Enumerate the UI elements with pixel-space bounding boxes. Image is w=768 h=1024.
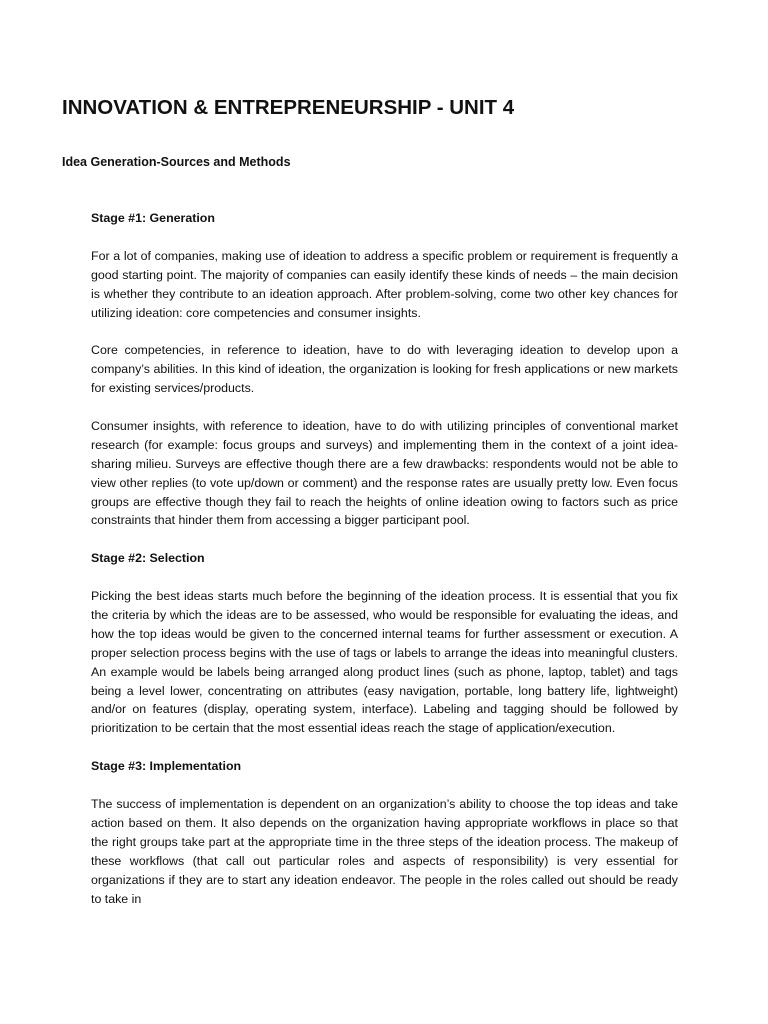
stage-1-heading: Stage #1: Generation [91,211,215,225]
stage-1-paragraph-3: Consumer insights, with reference to ideation, have to do with utilizing principles of conventional market research (for example: focus groups and surveys) and implementing them in the context of a joint idea-sharing milieu. Surveys are effective though there are a few drawbacks: respondents would not be able to view other replies (to vote up/down or comment) and the response rates are usually pretty low. Even focus groups are effective though they fail to reach the heights of online ideation owing to factors such as price constraints that hinder them from accessing a bigger participant pool. [91,418,678,528]
stage-1-paragraph-2: Core competencies, in reference to ideation, have to do with leveraging ideation to develop upon a company’s abilities. In this kind of ideation, the organization is looking for fresh applications or new markets for existing services/products. [91,343,678,396]
stage-3-section [91,757,678,908]
stage-2-section [91,549,678,738]
stage-2-paragraph-1: Picking the best ideas starts much before the beginning of the ideation process. It is essential that you fix the criteria by which the ideas are to be assessed, who would be responsible for evaluating the ideas, and how the top ideas would be given to the concerned internal teams for further assessment or execution. A proper selection process begins with the use of tags or labels to arrange the ideas into meaningful clusters. An example would be labels being arranged along product lines (such as phone, laptop, tablet) and tags being a level lower, concentrating on attributes (easy navigation, portable, long battery life, lightweight) and/or on features (display, operating system, interface). Labeling and tagging should be followed by prioritization to be certain that the most essential ideas reach the stage of application/execution. [91,589,678,736]
stage-3-paragraph-1: The success of implementation is dependent on an organization’s ability to choose the top ideas and take action based on them. It also depends on the organization having appropriate workflows in place so that the right groups take part at the appropriate time in the three steps of the ideation process. The makeup of these workflows (that call out particular roles and aspects of responsibility) is very essential for organizations if they are to start any ideation endeavor. The people in the roles called out should be ready to take in [91,796,678,906]
document-subtitle: Idea Generation-Sources and Methods [62,155,291,169]
stage-1-paragraph-1: For a lot of companies, making use of ideation to address a specific problem or requirement is frequently a good starting point. The majority of companies can easily identify these kinds of needs – the main decision is whether they contribute to an ideation approach. After problem-solving, come two other key chances for utilizing ideation: core competencies and consumer insights. [91,248,678,320]
document-title: INNOVATION & ENTREPRENEURSHIP - UNIT 4 [62,96,515,119]
stage-2-heading: Stage #2: Selection [91,551,205,566]
stage-1-section [91,209,678,530]
stage-3-heading: Stage #3: Implementation [91,759,242,774]
document-body [91,209,678,908]
